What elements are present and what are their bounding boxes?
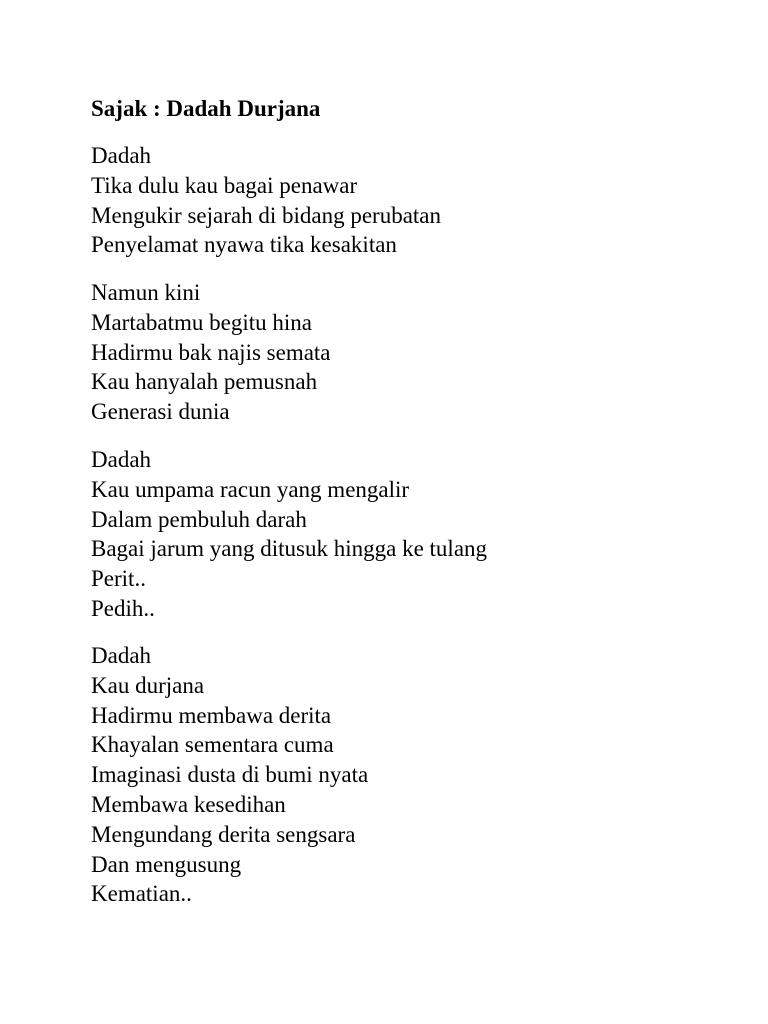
stanza [91,278,331,427]
poem-line: Hadirmu membawa derita [91,702,332,728]
poem-line: Imaginasi dusta di bumi nyata [91,762,369,788]
stanza [91,641,368,909]
poem-line: Dadah [91,447,152,472]
poem-line: Dadah [91,643,152,668]
poem-line: Namun kini [91,280,201,305]
poem-line: Bagai jarum yang ditusuk hingga ke tulang [91,536,488,562]
poem-line: Dan mengusung [91,851,242,877]
stanza [91,141,441,260]
poem-line: Khayalan sementara cuma [91,732,334,758]
poem-line: Tika dulu kau bagai penawar [91,172,358,198]
poem-line: Dadah [91,143,152,168]
poem-line: Dalam pembuluh darah [91,506,307,532]
poem-line: Kematian.. [91,881,192,907]
poem-line: Generasi dunia [91,399,230,425]
poem-line: Mengundang derita sengsara [91,821,356,847]
poem-line: Pedih.. [91,595,155,621]
poem-line: Martabatmu begitu hina [91,309,312,335]
poem-line: Penyelamat nyawa tika kesakitan [91,232,397,258]
poem-line: Mengukir sejarah di bidang perubatan [91,202,441,228]
poem-line: Kau durjana [91,672,205,698]
stanza [91,445,487,624]
poem-title: Sajak : Dadah Durjana [91,96,321,121]
poem-line: Hadirmu bak najis semata [91,339,331,365]
poem-line: Kau hanyalah pemusnah [91,369,318,395]
poem-line: Perit.. [91,566,146,592]
poem-line: Membawa kesedihan [91,791,286,817]
poem-line: Kau umpama racun yang mengalir [91,476,410,502]
